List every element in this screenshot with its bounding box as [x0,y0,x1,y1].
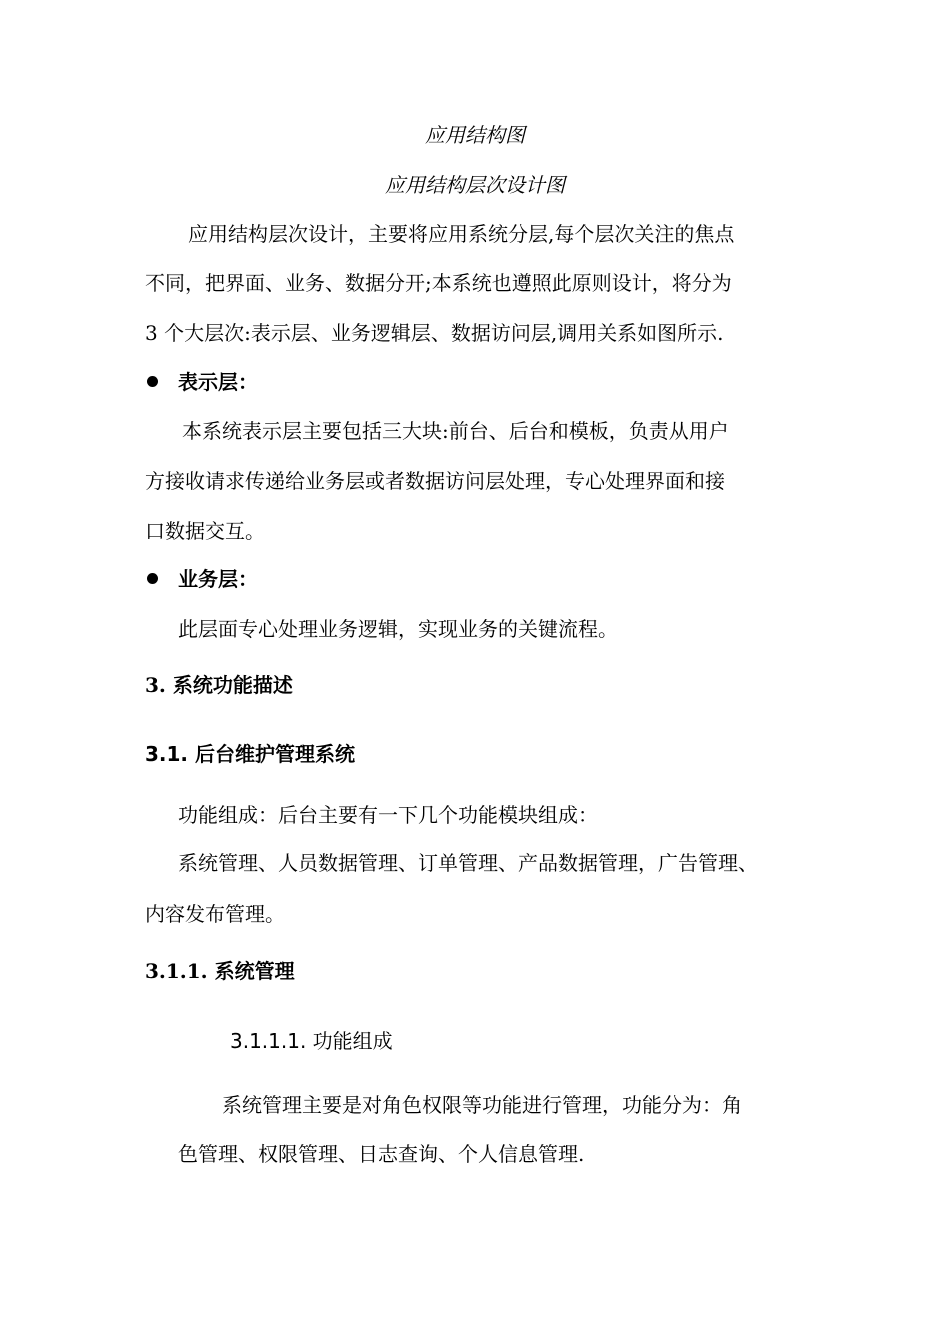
section-3-1-1-1-line-2: 色管理、权限管理、日志查询、个人信息管理. [178,1142,585,1166]
section-3-1-line-2: 系统管理、人员数据管理、订单管理、产品数据管理，广告管理、 [178,851,758,875]
section-3-1-1-1-heading: 3.1.1.1. 功能组成 [230,1029,393,1053]
section-3-1-line-3: 内容发布管理。 [145,902,285,926]
section-3-1-line-1: 功能组成：后台主要有一下几个功能模块组成： [178,803,598,827]
business-layer-line-1: 此层面专心处理业务逻辑，实现业务的关键流程。 [178,617,618,641]
section-3-1-heading: 3.1. 后台维护管理系统 [145,742,355,766]
section-3-1-1-1-line-1: 系统管理主要是对角色权限等功能进行管理，功能分为：角 [222,1093,742,1117]
business-layer-heading: 业务层： [178,567,258,591]
bullet-icon [147,573,158,584]
presentation-layer-line-2: 方接收请求传递给业务层或者数据访问层处理，专心处理界面和接 [145,469,725,493]
intro-line-3: 3 个大层次:表示层、业务逻辑层、数据访问层,调用关系如图所示. [145,321,724,345]
section-3-heading: 3. 系统功能描述 [145,673,293,697]
section-3-1-1-heading: 3.1.1. 系统管理 [145,959,295,983]
intro-line-2: 不同，把界面、业务、数据分开;本系统也遵照此原则设计，将分为 [145,271,732,295]
presentation-layer-line-3: 口数据交互。 [145,519,265,543]
figure-title: 应用结构图 [425,123,525,147]
bullet-icon [147,376,158,387]
figure-subtitle: 应用结构层次设计图 [385,173,565,197]
presentation-layer-heading: 表示层： [178,370,258,394]
intro-line-1: 应用结构层次设计，主要将应用系统分层,每个层次关注的焦点 [188,222,735,246]
presentation-layer-line-1: 本系统表示层主要包括三大块:前台、后台和模板，负责从用户 [182,419,729,443]
